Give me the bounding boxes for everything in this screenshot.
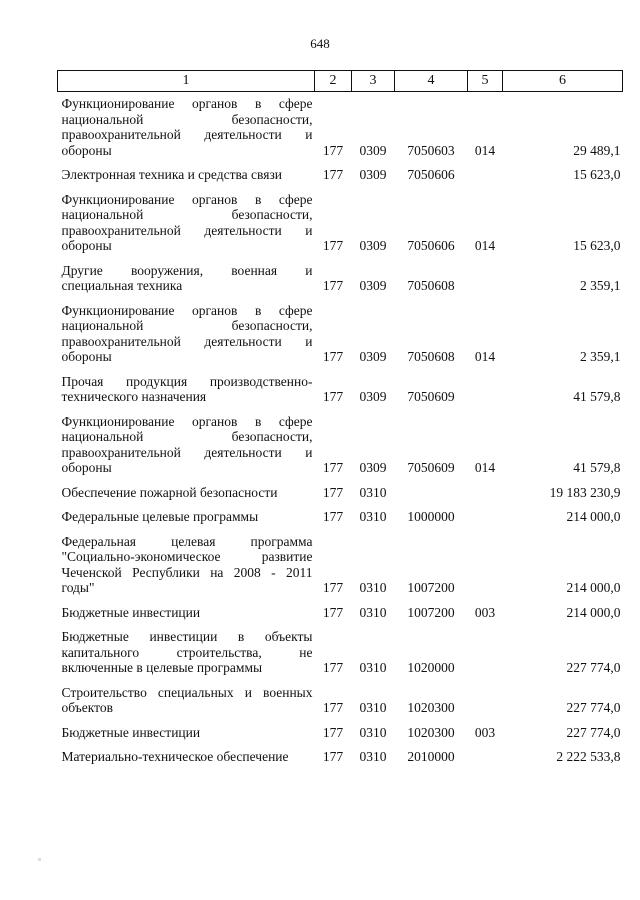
- header-col-3: 3: [352, 71, 395, 92]
- row-section-code: 0309: [359, 167, 387, 182]
- row-ministry-code: 177: [322, 484, 344, 500]
- row-amount: 29 489,1: [573, 142, 621, 158]
- row-target-article: 1007200: [407, 580, 455, 595]
- row-name: Прочая продукция производственно-технического назначения: [61, 373, 313, 404]
- row-ministry-code: 177: [322, 580, 344, 595]
- table-row: [58, 745, 623, 770]
- row-section-code: 0310: [359, 604, 387, 620]
- row-name: Строительство специальных и военных объектов: [61, 684, 313, 715]
- row-name: Электронная техника и средства связи: [61, 167, 283, 182]
- row-ministry-code: 177: [322, 724, 344, 740]
- row-ministry-code: 177: [322, 660, 344, 675]
- table-body: [58, 92, 623, 770]
- table-header: [58, 71, 623, 92]
- row-section-code: 0309: [359, 349, 387, 364]
- row-name: Бюджетные инвестиции в объекты капитального строительства, не включенные в целевые программы: [61, 629, 313, 675]
- row-section-code: 0310: [359, 580, 387, 595]
- row-amount: 15 623,0: [573, 167, 621, 182]
- row-expense-type: 014: [474, 142, 496, 158]
- row-amount: 227 774,0: [566, 660, 621, 675]
- row-name: Федеральная целевая программа "Социально-экономическое развитие Чеченской Республики на 2008 - 2011 годы": [61, 533, 313, 595]
- row-name: Материально-техническое обеспечение: [61, 749, 289, 764]
- table-row: [58, 163, 623, 188]
- row-expense-type: [468, 259, 503, 299]
- row-amount: 227 774,0: [566, 700, 621, 715]
- row-target-article: 1020000: [407, 660, 455, 675]
- row-section-code: 0310: [359, 700, 387, 715]
- row-target-article: 7050609: [407, 389, 455, 404]
- row-target-article: 7050609: [407, 460, 455, 475]
- row-name: Другие вооружения, военная и специальная техника: [61, 262, 313, 293]
- table-row: [58, 370, 623, 410]
- row-section-code: 0309: [359, 389, 387, 404]
- row-target-article: [395, 481, 468, 506]
- row-target-article: 1020300: [407, 724, 455, 740]
- row-ministry-code: 177: [322, 142, 344, 158]
- table-row: [58, 481, 623, 506]
- row-name: Бюджетные инвестиции: [61, 604, 201, 620]
- row-amount: 41 579,8: [573, 389, 621, 404]
- row-expense-type: 014: [474, 349, 496, 364]
- row-ministry-code: 177: [322, 460, 344, 475]
- row-ministry-code: 177: [322, 389, 344, 404]
- scan-speck: [38, 858, 41, 861]
- header-col-4: 4: [395, 71, 468, 92]
- row-target-article: 7050606: [407, 167, 455, 182]
- row-name: Функционирование органов в сфере национальной безопасности, правоохранительной деятельности и обороны: [61, 413, 313, 475]
- row-expense-type: [468, 681, 503, 721]
- row-name: Функционирование органов в сфере национальной безопасности, правоохранительной деятельности и обороны: [61, 96, 313, 158]
- header-col-1: 1: [58, 71, 315, 92]
- row-amount: 19 183 230,9: [549, 484, 621, 500]
- row-name: Бюджетные инвестиции: [61, 724, 201, 740]
- row-expense-type: 003: [474, 724, 496, 740]
- row-amount: 214 000,0: [566, 509, 621, 524]
- header-col-6: 6: [503, 71, 623, 92]
- table-row: [58, 259, 623, 299]
- row-ministry-code: 177: [322, 749, 344, 764]
- row-section-code: 0310: [359, 749, 387, 764]
- row-ministry-code: 177: [322, 349, 344, 364]
- row-expense-type: [468, 625, 503, 681]
- row-amount: 214 000,0: [566, 580, 621, 595]
- header-row: [58, 71, 623, 92]
- row-expense-type: [468, 505, 503, 530]
- row-target-article: 7050603: [407, 142, 455, 158]
- row-amount: 41 579,8: [573, 460, 621, 475]
- row-amount: 2 359,1: [580, 349, 621, 364]
- row-amount: 214 000,0: [566, 604, 621, 620]
- table-row: [58, 530, 623, 601]
- row-name: Функционирование органов в сфере национальной безопасности, правоохранительной деятельности и обороны: [61, 302, 313, 364]
- row-section-code: 0309: [359, 142, 387, 158]
- header-col-2: 2: [315, 71, 352, 92]
- row-amount: 15 623,0: [573, 238, 621, 253]
- row-expense-type: 014: [474, 238, 496, 253]
- row-amount: 227 774,0: [566, 724, 621, 740]
- table-row: [58, 681, 623, 721]
- row-expense-type: [468, 163, 503, 188]
- header-col-5: 5: [468, 71, 503, 92]
- row-section-code: 0310: [359, 484, 387, 500]
- row-section-code: 0310: [359, 660, 387, 675]
- row-expense-type: 014: [474, 460, 496, 475]
- row-target-article: 1020300: [407, 700, 455, 715]
- row-ministry-code: 177: [322, 238, 344, 253]
- row-amount: 2 222 533,8: [556, 749, 621, 764]
- row-section-code: 0310: [359, 724, 387, 740]
- row-target-article: 1007200: [407, 604, 455, 620]
- table-row: [58, 299, 623, 370]
- row-section-code: 0309: [359, 278, 387, 293]
- row-ministry-code: 177: [322, 509, 344, 524]
- row-target-article: 7050608: [407, 349, 455, 364]
- row-target-article: 1000000: [407, 509, 455, 524]
- row-name: Функционирование органов в сфере национальной безопасности, правоохранительной деятельности и обороны: [61, 191, 313, 253]
- row-name: Обеспечение пожарной безопасности: [61, 484, 278, 500]
- page-number: 648: [310, 36, 330, 51]
- row-amount: 2 359,1: [580, 278, 621, 293]
- row-name: Федеральные целевые программы: [61, 509, 259, 524]
- row-expense-type: [468, 481, 503, 506]
- row-ministry-code: 177: [322, 700, 344, 715]
- table-row: [58, 601, 623, 626]
- row-section-code: 0309: [359, 238, 387, 253]
- row-expense-type: [468, 370, 503, 410]
- table-row: [58, 721, 623, 746]
- row-section-code: 0309: [359, 460, 387, 475]
- row-section-code: 0310: [359, 509, 387, 524]
- row-target-article: 7050606: [407, 238, 455, 253]
- table-row: [58, 505, 623, 530]
- table-row: [58, 92, 623, 164]
- row-expense-type: 003: [474, 604, 496, 620]
- row-ministry-code: 177: [322, 604, 344, 620]
- table-row: [58, 625, 623, 681]
- row-expense-type: [468, 745, 503, 770]
- budget-table: [57, 70, 623, 770]
- row-target-article: 2010000: [407, 749, 455, 764]
- table-row: [58, 410, 623, 481]
- row-ministry-code: 177: [322, 278, 344, 293]
- table-row: [58, 188, 623, 259]
- row-target-article: 7050608: [407, 278, 455, 293]
- row-ministry-code: 177: [322, 167, 344, 182]
- row-expense-type: [468, 530, 503, 601]
